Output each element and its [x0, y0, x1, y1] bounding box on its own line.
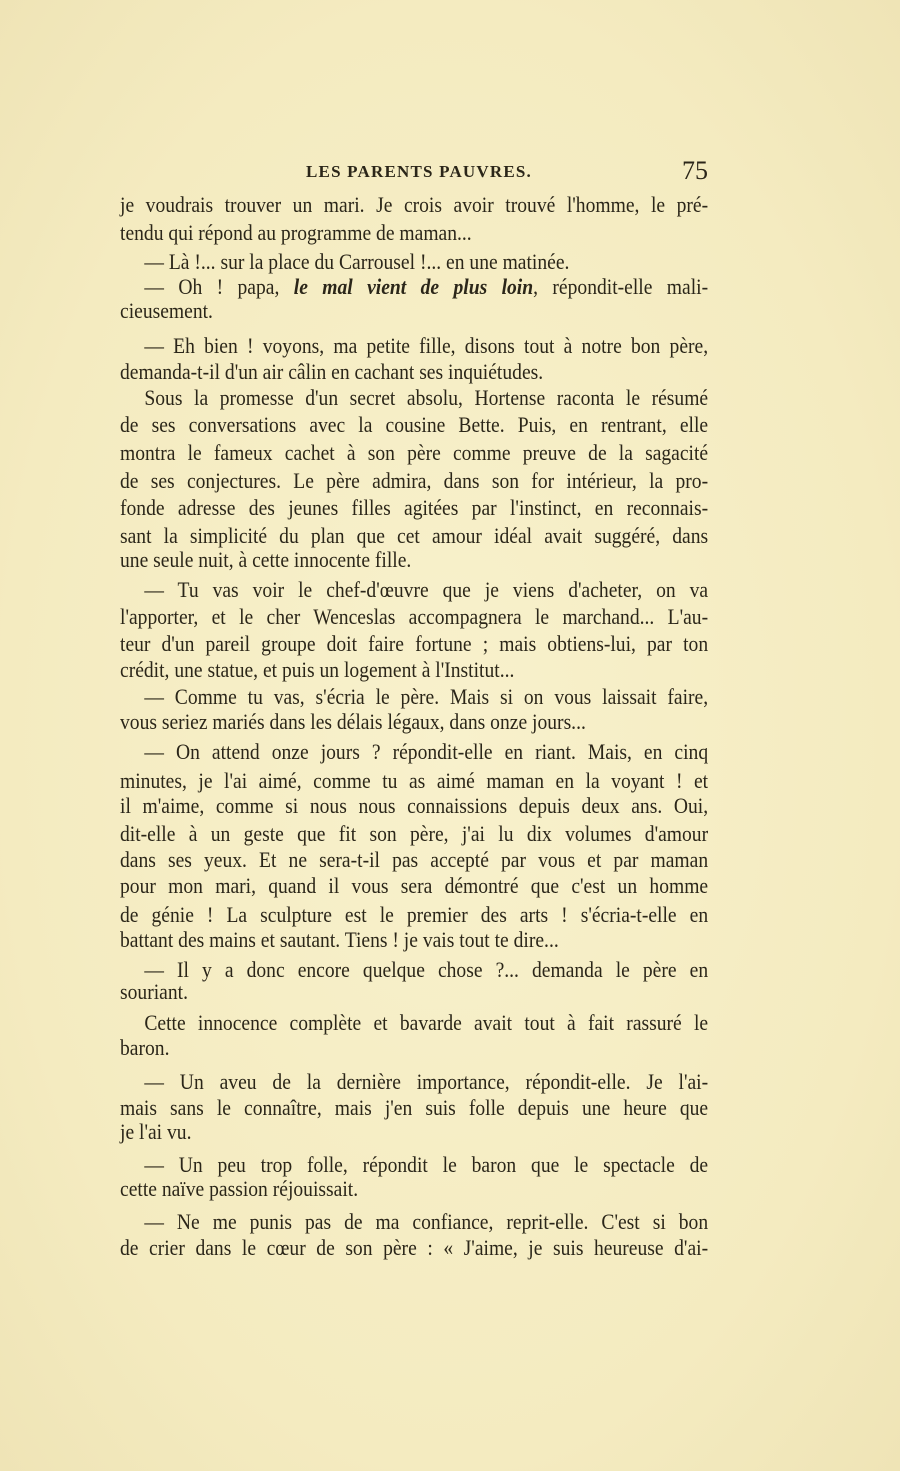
text-line: crédit, une statue, et puis un logement à l'Institut... [120, 657, 515, 682]
text-line: sant la simplicité du plan que cet amour idéal avait suggéré, dans [120, 523, 709, 548]
text-line: tendu qui répond au programme de maman... [120, 220, 472, 245]
text-line: — Là !... sur la place du Carrousel !... en une matinée. [144, 249, 570, 274]
text-line: de ses conversations avec la cousine Bette. Puis, en rentrant, elle [120, 412, 709, 437]
text-line: vous seriez mariés dans les délais légaux, dans onze jours... [120, 709, 586, 734]
text-line: il m'aime, comme si nous nous connaissions depuis deux ans. Oui, [120, 793, 709, 818]
text-line: — Il y a donc encore quelque chose ?... demanda le père en [144, 957, 709, 982]
text-line: — Un aveu de la dernière importance, répondit-elle. Je l'ai- [144, 1069, 709, 1094]
text-line: cieusement. [120, 298, 213, 323]
text-line: — Ne me punis pas de ma confiance, reprit-elle. C'est si bon [144, 1209, 709, 1234]
text-line: de génie ! La sculpture est le premier des arts ! s'écria-t-elle en [120, 902, 709, 927]
text-line: l'apporter, et le cher Wenceslas accompagnera le marchand... L'au- [120, 604, 709, 629]
text-line: — On attend onze jours ? répondit-elle en riant. Mais, en cinq [144, 739, 709, 764]
text-line: Cette innocence complète et bavarde avait tout à fait rassuré le [144, 1010, 709, 1035]
text-segment: , répondit-elle mali- [533, 274, 709, 299]
text-line: baron. [120, 1035, 170, 1060]
page-header [120, 156, 708, 188]
text-line: je l'ai vu. [120, 1119, 192, 1144]
text-line: de crier dans le cœur de son père : « J'aime, je suis heureuse d'ai- [120, 1235, 709, 1260]
text-line: montra le fameux cachet à son père comme preuve de la sagacité [120, 440, 709, 465]
text-line: fonde adresse des jeunes filles agitées par l'instinct, en reconnais- [120, 495, 709, 520]
text-line: je voudrais trouver un mari. Je crois avoir trouvé l'homme, le pré- [120, 192, 709, 217]
text-line: mais sans le connaître, mais j'en suis folle depuis une heure que [120, 1095, 709, 1120]
text-line: Sous la promesse d'un secret absolu, Hortense raconta le résumé [144, 385, 709, 410]
text-line: de ses conjectures. Le père admira, dans son for intérieur, la pro- [120, 468, 709, 493]
text-segment: — Oh ! papa, [144, 274, 294, 299]
running-title: LES PARENTS PAUVRES. [306, 162, 532, 181]
page-number: 75 [682, 156, 708, 185]
text-line: dans ses yeux. Et ne sera-t-il pas accepté par vous et par maman [120, 847, 709, 872]
text-line: dit-elle à un geste que fit son père, j'ai lu dix volumes d'amour [120, 821, 709, 846]
text-line: — Un peu trop folle, répondit le baron que le spectacle de [144, 1152, 709, 1177]
text-line: une seule nuit, à cette innocente fille. [120, 547, 412, 572]
text-line: cette naïve passion réjouissait. [120, 1176, 359, 1201]
text-line: souriant. [120, 979, 188, 1004]
italic-phrase: le mal vient de plus loin [293, 274, 534, 299]
text-line: — Tu vas voir le chef-d'œuvre que je viens d'acheter, on va [144, 577, 709, 602]
text-line: battant des mains et sautant. Tiens ! je vais tout te dire... [120, 927, 559, 952]
text-line: pour mon mari, quand il vous sera démontré que c'est un homme [120, 873, 709, 898]
text-line: — Eh bien ! voyons, ma petite fille, disons tout à notre bon père, [144, 333, 709, 358]
text-line [120, 274, 708, 300]
text-line: — Comme tu vas, s'écria le père. Mais si on vous laissait faire, [144, 684, 709, 709]
text-line: teur d'un pareil groupe doit faire fortune ; mais obtiens-lui, par ton [120, 631, 709, 656]
text-line: demanda-t-il d'un air câlin en cachant ses inquiétudes. [120, 359, 544, 384]
text-line: minutes, je l'ai aimé, comme tu as aimé maman en la voyant ! et [120, 768, 709, 793]
